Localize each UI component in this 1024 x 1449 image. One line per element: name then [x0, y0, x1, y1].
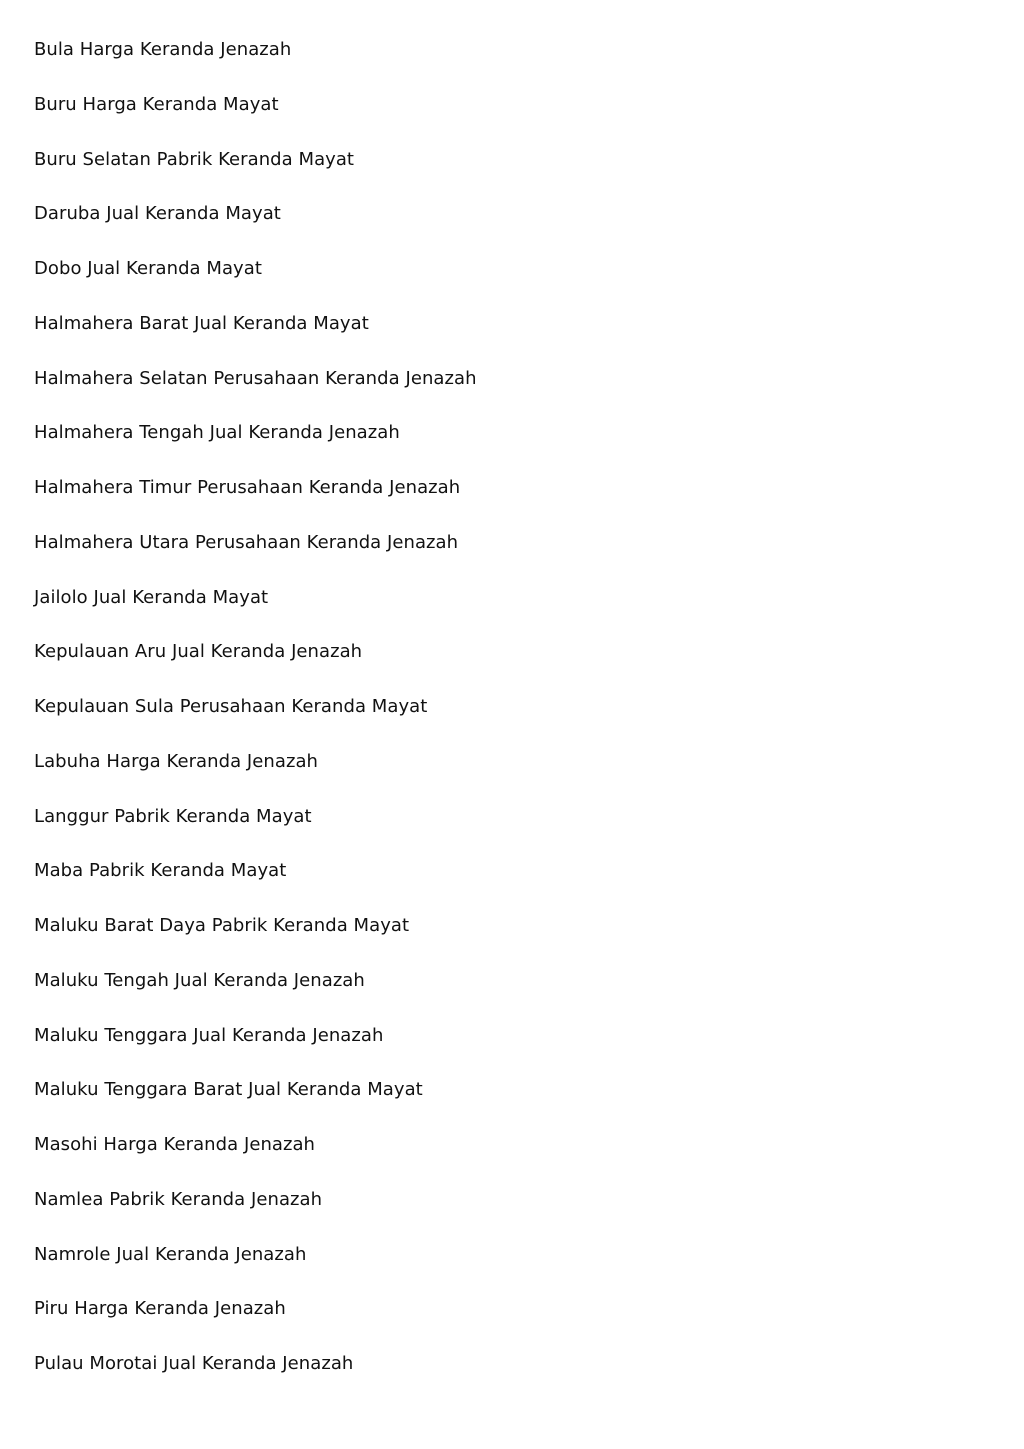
- list-item: [34, 1132, 934, 1187]
- location-link-list: [34, 37, 934, 1406]
- location-link[interactable]: Halmahera Tengah Jual Keranda Jenazah: [34, 422, 400, 444]
- location-link[interactable]: Bula Harga Keranda Jenazah: [34, 39, 292, 60]
- location-link[interactable]: Namlea Pabrik Keranda Jenazah: [34, 1188, 323, 1210]
- location-link[interactable]: Daruba Jual Keranda Mayat: [34, 203, 281, 225]
- location-link[interactable]: Maluku Tenggara Barat Jual Keranda Mayat: [34, 1079, 423, 1101]
- location-link[interactable]: Maluku Tengah Jual Keranda Jenazah: [34, 969, 365, 991]
- list-item: [34, 1351, 934, 1406]
- list-item: [34, 37, 934, 92]
- list-item: [34, 1187, 934, 1242]
- list-item: [34, 694, 934, 749]
- location-link[interactable]: Langgur Pabrik Keranda Mayat: [34, 805, 312, 827]
- list-item: [34, 968, 934, 1023]
- location-link[interactable]: Buru Harga Keranda Mayat: [34, 93, 279, 115]
- location-link[interactable]: Maluku Barat Daya Pabrik Keranda Mayat: [34, 915, 410, 936]
- list-item: [34, 366, 934, 421]
- list-item: [34, 201, 934, 256]
- list-item: [34, 1296, 934, 1351]
- location-link[interactable]: Maluku Tenggara Jual Keranda Jenazah: [34, 1024, 384, 1046]
- list-item: [34, 147, 934, 202]
- list-item: [34, 585, 934, 640]
- list-item: [34, 639, 934, 694]
- location-link[interactable]: Kepulauan Aru Jual Keranda Jenazah: [34, 641, 363, 663]
- location-link[interactable]: Halmahera Selatan Perusahaan Keranda Jenazah: [34, 367, 477, 389]
- location-link[interactable]: Labuha Harga Keranda Jenazah: [34, 750, 318, 772]
- location-link[interactable]: Jailolo Jual Keranda Mayat: [34, 586, 269, 608]
- location-link[interactable]: Maba Pabrik Keranda Mayat: [34, 860, 287, 882]
- list-item: [34, 311, 934, 366]
- list-item: [34, 92, 934, 147]
- location-link[interactable]: Namrole Jual Keranda Jenazah: [34, 1243, 307, 1265]
- list-item: [34, 475, 934, 530]
- location-link[interactable]: Masohi Harga Keranda Jenazah: [34, 1134, 316, 1155]
- location-link[interactable]: Dobo Jual Keranda Mayat: [34, 258, 262, 279]
- location-link[interactable]: Kepulauan Sula Perusahaan Keranda Mayat: [34, 696, 428, 717]
- list-item: [34, 858, 934, 913]
- list-item: [34, 530, 934, 585]
- location-link[interactable]: Piru Harga Keranda Jenazah: [34, 1298, 286, 1320]
- list-item: [34, 804, 934, 859]
- location-link[interactable]: Halmahera Utara Perusahaan Keranda Jenazah: [34, 531, 459, 553]
- list-item: [34, 420, 934, 475]
- list-item: [34, 1023, 934, 1078]
- location-link[interactable]: Buru Selatan Pabrik Keranda Mayat: [34, 148, 355, 170]
- location-link[interactable]: Halmahera Barat Jual Keranda Mayat: [34, 312, 369, 334]
- list-item: [34, 749, 934, 804]
- list-item: [34, 913, 934, 968]
- list-item: [34, 256, 934, 311]
- location-link[interactable]: Halmahera Timur Perusahaan Keranda Jenazah: [34, 477, 461, 498]
- list-item: [34, 1077, 934, 1132]
- location-link[interactable]: Pulau Morotai Jual Keranda Jenazah: [34, 1353, 354, 1374]
- list-item: [34, 1242, 934, 1297]
